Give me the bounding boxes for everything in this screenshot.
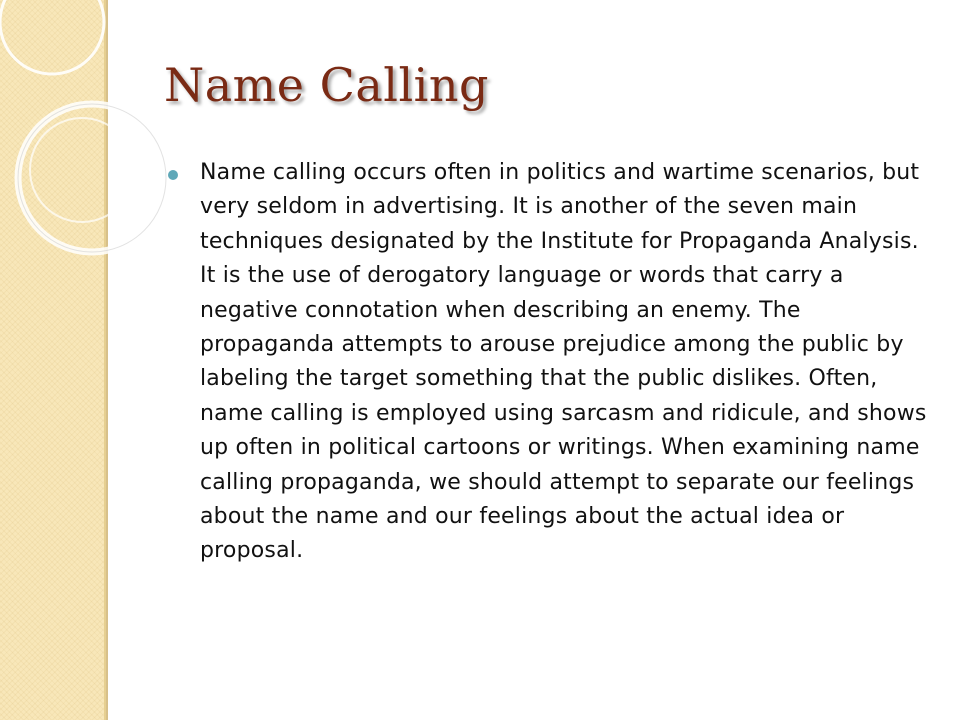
slide-body xyxy=(168,156,938,569)
bullet-item xyxy=(168,156,938,569)
bullet-text: Name calling occurs often in politics and wartime scenarios, but very seldom in advertising. It is another of the seven main techniques designated by the Institute for Propaganda Analysis. It is the use of derogatory language or words that carry a negative connotation when describing an enemy. The propaganda attempts to arouse prejudice among the public by labeling the target something that the public dislikes. Often, name calling is employed using sarcasm and ridicule, and shows up often in political cartoons or writings. When examining name calling propaganda, we should attempt to separate our feelings about the name and our feelings about the actual idea or proposal. xyxy=(200,160,927,564)
slide-title: Name Calling xyxy=(164,58,489,112)
bullet-icon xyxy=(168,170,178,180)
